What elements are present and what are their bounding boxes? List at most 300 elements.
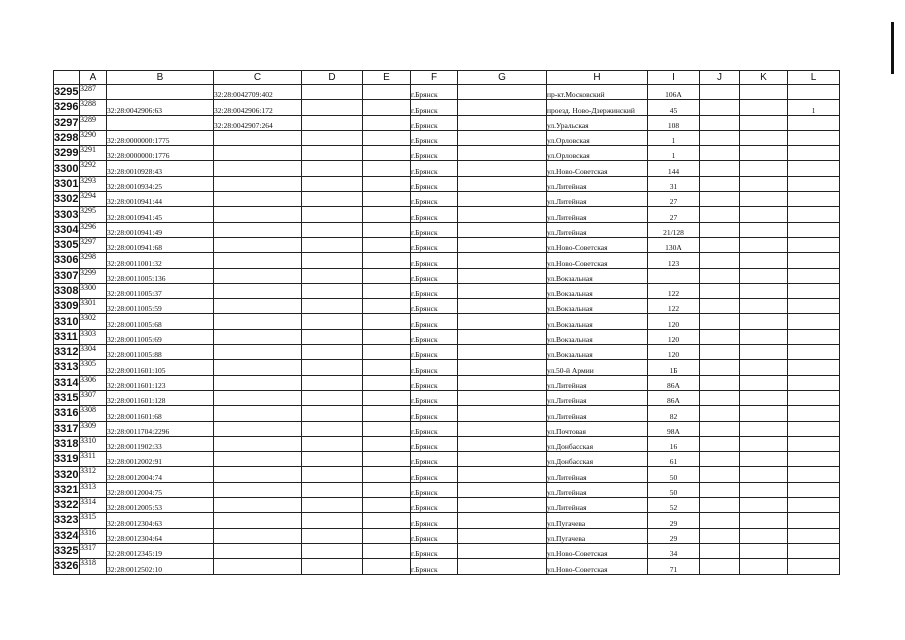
cell-i[interactable]: 27 <box>648 207 700 222</box>
cell-k[interactable] <box>740 100 788 115</box>
cell-j[interactable] <box>700 314 740 329</box>
cell-b[interactable]: 32:28:0010934:25 <box>107 176 214 191</box>
cell-l[interactable] <box>788 85 840 100</box>
cell-g[interactable] <box>458 314 547 329</box>
cell-c[interactable] <box>214 467 302 482</box>
cell-h[interactable]: ул.Литейная <box>547 406 648 421</box>
cell-k[interactable] <box>740 390 788 405</box>
column-header-l[interactable]: L <box>788 71 840 85</box>
cell-k[interactable] <box>740 513 788 528</box>
cell-k[interactable] <box>740 452 788 467</box>
cell-l[interactable] <box>788 345 840 360</box>
cell-e[interactable] <box>363 452 411 467</box>
cell-k[interactable] <box>740 482 788 497</box>
cell-h[interactable]: ул.Почтовая <box>547 421 648 436</box>
cell-i[interactable]: 106А <box>648 85 700 100</box>
cell-l[interactable] <box>788 390 840 405</box>
cell-k[interactable] <box>740 115 788 130</box>
cell-l[interactable] <box>788 299 840 314</box>
cell-c[interactable] <box>214 421 302 436</box>
cell-b[interactable]: 32:28:0012345:19 <box>107 543 214 558</box>
cell-e[interactable] <box>363 268 411 283</box>
cell-c[interactable] <box>214 268 302 283</box>
cell-l[interactable] <box>788 115 840 130</box>
cell-i[interactable]: 98А <box>648 421 700 436</box>
cell-h[interactable]: ул.Ново-Советская <box>547 253 648 268</box>
cell-l[interactable] <box>788 421 840 436</box>
cell-h[interactable]: ул.Литейная <box>547 192 648 207</box>
cell-l[interactable] <box>788 253 840 268</box>
cell-a[interactable]: 3293 <box>80 176 107 191</box>
cell-f[interactable]: г.Брянск <box>411 360 458 375</box>
cell-f[interactable]: г.Брянск <box>411 100 458 115</box>
cell-c[interactable] <box>214 130 302 145</box>
cell-a[interactable]: 3295 <box>80 207 107 222</box>
cell-j[interactable] <box>700 452 740 467</box>
cell-e[interactable] <box>363 146 411 161</box>
cell-h[interactable]: ул.Литейная <box>547 482 648 497</box>
cell-b[interactable]: 32:28:0011601:128 <box>107 390 214 405</box>
cell-d[interactable] <box>302 283 363 298</box>
cell-i[interactable]: 86А <box>648 375 700 390</box>
cell-h[interactable]: ул.Вокзальная <box>547 314 648 329</box>
cell-k[interactable] <box>740 222 788 237</box>
cell-e[interactable] <box>363 85 411 100</box>
cell-e[interactable] <box>363 283 411 298</box>
cell-d[interactable] <box>302 543 363 558</box>
cell-e[interactable] <box>363 345 411 360</box>
cell-k[interactable] <box>740 345 788 360</box>
cell-b[interactable]: 32:28:0012004:74 <box>107 467 214 482</box>
cell-d[interactable] <box>302 436 363 451</box>
cell-d[interactable] <box>302 115 363 130</box>
cell-f[interactable]: г.Брянск <box>411 299 458 314</box>
cell-i[interactable]: 27 <box>648 192 700 207</box>
cell-b[interactable]: 32:28:0010928:43 <box>107 161 214 176</box>
cell-i[interactable]: 122 <box>648 299 700 314</box>
cell-b[interactable]: 32:28:0011005:68 <box>107 314 214 329</box>
cell-j[interactable] <box>700 222 740 237</box>
cell-a[interactable]: 3316 <box>80 528 107 543</box>
cell-g[interactable] <box>458 192 547 207</box>
cell-g[interactable] <box>458 390 547 405</box>
cell-h[interactable]: ул.Орловская <box>547 130 648 145</box>
cell-l[interactable] <box>788 406 840 421</box>
cell-g[interactable] <box>458 253 547 268</box>
cell-g[interactable] <box>458 421 547 436</box>
cell-b[interactable]: 32:28:0000000:1775 <box>107 130 214 145</box>
cell-f[interactable]: г.Брянск <box>411 528 458 543</box>
cell-c[interactable] <box>214 314 302 329</box>
cell-e[interactable] <box>363 482 411 497</box>
cell-a[interactable]: 3301 <box>80 299 107 314</box>
cell-c[interactable] <box>214 207 302 222</box>
cell-a[interactable]: 3294 <box>80 192 107 207</box>
cell-b[interactable]: 32:28:0011005:37 <box>107 283 214 298</box>
cell-b[interactable]: 32:28:0012002:91 <box>107 452 214 467</box>
cell-g[interactable] <box>458 528 547 543</box>
cell-g[interactable] <box>458 452 547 467</box>
cell-d[interactable] <box>302 237 363 252</box>
cell-e[interactable] <box>363 161 411 176</box>
cell-h[interactable]: ул.Литейная <box>547 498 648 513</box>
cell-l[interactable] <box>788 207 840 222</box>
cell-j[interactable] <box>700 482 740 497</box>
column-header-b[interactable]: B <box>107 71 214 85</box>
cell-h[interactable]: ул.Уральская <box>547 115 648 130</box>
cell-c[interactable] <box>214 237 302 252</box>
cell-k[interactable] <box>740 176 788 191</box>
cell-i[interactable]: 50 <box>648 482 700 497</box>
cell-j[interactable] <box>700 130 740 145</box>
cell-j[interactable] <box>700 192 740 207</box>
cell-d[interactable] <box>302 253 363 268</box>
cell-a[interactable]: 3288 <box>80 100 107 115</box>
cell-b[interactable]: 32:28:0012304:63 <box>107 513 214 528</box>
cell-g[interactable] <box>458 268 547 283</box>
cell-h[interactable]: ул.Вокзальная <box>547 283 648 298</box>
cell-g[interactable] <box>458 115 547 130</box>
cell-i[interactable]: 122 <box>648 283 700 298</box>
cell-c[interactable] <box>214 176 302 191</box>
cell-d[interactable] <box>302 100 363 115</box>
cell-c[interactable] <box>214 360 302 375</box>
cell-j[interactable] <box>700 345 740 360</box>
cell-j[interactable] <box>700 237 740 252</box>
column-header-g[interactable]: G <box>458 71 547 85</box>
column-header-c[interactable]: C <box>214 71 302 85</box>
cell-h[interactable]: ул.Ново-Советская <box>547 161 648 176</box>
cell-i[interactable]: 71 <box>648 559 700 574</box>
cell-c[interactable] <box>214 559 302 574</box>
cell-d[interactable] <box>302 314 363 329</box>
cell-g[interactable] <box>458 100 547 115</box>
cell-g[interactable] <box>458 498 547 513</box>
cell-l[interactable] <box>788 283 840 298</box>
cell-e[interactable] <box>363 207 411 222</box>
cell-f[interactable]: г.Брянск <box>411 498 458 513</box>
cell-c[interactable] <box>214 329 302 344</box>
cell-i[interactable]: 130А <box>648 237 700 252</box>
cell-j[interactable] <box>700 115 740 130</box>
cell-f[interactable]: г.Брянск <box>411 192 458 207</box>
cell-i[interactable]: 86А <box>648 390 700 405</box>
cell-a[interactable]: 3312 <box>80 467 107 482</box>
cell-k[interactable] <box>740 85 788 100</box>
cell-h[interactable]: ул.Вокзальная <box>547 329 648 344</box>
cell-d[interactable] <box>302 482 363 497</box>
cell-c[interactable] <box>214 222 302 237</box>
cell-g[interactable] <box>458 345 547 360</box>
cell-h[interactable]: проезд. Ново-Дзержинский <box>547 100 648 115</box>
cell-k[interactable] <box>740 283 788 298</box>
cell-d[interactable] <box>302 406 363 421</box>
cell-j[interactable] <box>700 421 740 436</box>
cell-b[interactable]: 32:28:0011005:88 <box>107 345 214 360</box>
cell-b[interactable]: 32:28:0012304:64 <box>107 528 214 543</box>
cell-i[interactable]: 52 <box>648 498 700 513</box>
cell-l[interactable] <box>788 436 840 451</box>
cell-h[interactable]: ул.Вокзальная <box>547 299 648 314</box>
cell-h[interactable]: ул.Ново-Советская <box>547 237 648 252</box>
cell-a[interactable]: 3296 <box>80 222 107 237</box>
cell-f[interactable]: г.Брянск <box>411 161 458 176</box>
cell-j[interactable] <box>700 283 740 298</box>
cell-h[interactable]: ул.Донбасская <box>547 436 648 451</box>
cell-d[interactable] <box>302 207 363 222</box>
cell-b[interactable]: 32:28:0042906:63 <box>107 100 214 115</box>
column-header-k[interactable]: K <box>740 71 788 85</box>
cell-k[interactable] <box>740 207 788 222</box>
cell-g[interactable] <box>458 130 547 145</box>
column-header-h[interactable]: H <box>547 71 648 85</box>
cell-c[interactable] <box>214 513 302 528</box>
cell-d[interactable] <box>302 299 363 314</box>
cell-b[interactable]: 32:28:0011005:59 <box>107 299 214 314</box>
cell-g[interactable] <box>458 467 547 482</box>
cell-e[interactable] <box>363 192 411 207</box>
cell-a[interactable]: 3314 <box>80 498 107 513</box>
cell-d[interactable] <box>302 146 363 161</box>
cell-k[interactable] <box>740 467 788 482</box>
cell-b[interactable]: 32:28:0012502:10 <box>107 559 214 574</box>
cell-g[interactable] <box>458 146 547 161</box>
cell-g[interactable] <box>458 176 547 191</box>
cell-h[interactable]: ул.Вокзальная <box>547 268 648 283</box>
cell-h[interactable]: ул.Литейная <box>547 176 648 191</box>
cell-e[interactable] <box>363 559 411 574</box>
cell-g[interactable] <box>458 513 547 528</box>
cell-j[interactable] <box>700 390 740 405</box>
cell-b[interactable] <box>107 115 214 130</box>
cell-a[interactable]: 3298 <box>80 253 107 268</box>
cell-a[interactable]: 3305 <box>80 360 107 375</box>
cell-g[interactable] <box>458 283 547 298</box>
cell-h[interactable]: ул.50-й Армии <box>547 360 648 375</box>
cell-k[interactable] <box>740 329 788 344</box>
cell-l[interactable] <box>788 543 840 558</box>
cell-d[interactable] <box>302 467 363 482</box>
cell-c[interactable] <box>214 528 302 543</box>
cell-f[interactable]: г.Брянск <box>411 207 458 222</box>
cell-e[interactable] <box>363 253 411 268</box>
cell-c[interactable]: 32:28:0042907:264 <box>214 115 302 130</box>
cell-f[interactable]: г.Брянск <box>411 85 458 100</box>
cell-i[interactable]: 120 <box>648 314 700 329</box>
cell-c[interactable] <box>214 253 302 268</box>
cell-g[interactable] <box>458 406 547 421</box>
cell-e[interactable] <box>363 237 411 252</box>
cell-i[interactable]: 31 <box>648 176 700 191</box>
cell-e[interactable] <box>363 176 411 191</box>
cell-e[interactable] <box>363 467 411 482</box>
cell-f[interactable]: г.Брянск <box>411 283 458 298</box>
cell-d[interactable] <box>302 192 363 207</box>
cell-h[interactable]: ул.Литейная <box>547 390 648 405</box>
cell-c[interactable] <box>214 375 302 390</box>
cell-j[interactable] <box>700 299 740 314</box>
cell-c[interactable] <box>214 192 302 207</box>
column-header-i[interactable]: I <box>648 71 700 85</box>
cell-e[interactable] <box>363 528 411 543</box>
cell-c[interactable]: 32:28:0042906:172 <box>214 100 302 115</box>
cell-d[interactable] <box>302 85 363 100</box>
cell-l[interactable] <box>788 329 840 344</box>
cell-d[interactable] <box>302 222 363 237</box>
cell-f[interactable]: г.Брянск <box>411 345 458 360</box>
cell-j[interactable] <box>700 161 740 176</box>
cell-g[interactable] <box>458 329 547 344</box>
cell-i[interactable]: 1Б <box>648 360 700 375</box>
cell-c[interactable] <box>214 482 302 497</box>
cell-k[interactable] <box>740 237 788 252</box>
cell-d[interactable] <box>302 498 363 513</box>
cell-f[interactable]: г.Брянск <box>411 146 458 161</box>
cell-i[interactable]: 1 <box>648 146 700 161</box>
cell-h[interactable]: ул.Пугачева <box>547 513 648 528</box>
cell-c[interactable] <box>214 146 302 161</box>
cell-e[interactable] <box>363 100 411 115</box>
cell-e[interactable] <box>363 436 411 451</box>
cell-h[interactable]: ул.Литейная <box>547 207 648 222</box>
cell-g[interactable] <box>458 207 547 222</box>
cell-f[interactable]: г.Брянск <box>411 130 458 145</box>
cell-f[interactable]: г.Брянск <box>411 559 458 574</box>
column-header-e[interactable]: E <box>363 71 411 85</box>
cell-f[interactable]: г.Брянск <box>411 222 458 237</box>
cell-b[interactable]: 32:28:0011005:69 <box>107 329 214 344</box>
cell-k[interactable] <box>740 299 788 314</box>
cell-b[interactable] <box>107 85 214 100</box>
cell-k[interactable] <box>740 406 788 421</box>
cell-c[interactable] <box>214 436 302 451</box>
cell-f[interactable]: г.Брянск <box>411 268 458 283</box>
cell-f[interactable]: г.Брянск <box>411 436 458 451</box>
cell-j[interactable] <box>700 543 740 558</box>
cell-g[interactable] <box>458 161 547 176</box>
cell-i[interactable]: 123 <box>648 253 700 268</box>
cell-a[interactable]: 3317 <box>80 543 107 558</box>
cell-a[interactable]: 3289 <box>80 115 107 130</box>
cell-k[interactable] <box>740 543 788 558</box>
cell-g[interactable] <box>458 375 547 390</box>
cell-d[interactable] <box>302 390 363 405</box>
cell-a[interactable]: 3300 <box>80 283 107 298</box>
cell-c[interactable] <box>214 498 302 513</box>
cell-l[interactable] <box>788 176 840 191</box>
cell-a[interactable]: 3311 <box>80 452 107 467</box>
cell-k[interactable] <box>740 146 788 161</box>
cell-d[interactable] <box>302 268 363 283</box>
cell-e[interactable] <box>363 360 411 375</box>
cell-j[interactable] <box>700 513 740 528</box>
cell-k[interactable] <box>740 192 788 207</box>
cell-f[interactable]: г.Брянск <box>411 543 458 558</box>
cell-a[interactable]: 3291 <box>80 146 107 161</box>
cell-g[interactable] <box>458 85 547 100</box>
cell-a[interactable]: 3290 <box>80 130 107 145</box>
cell-d[interactable] <box>302 559 363 574</box>
cell-j[interactable] <box>700 100 740 115</box>
cell-f[interactable]: г.Брянск <box>411 115 458 130</box>
cell-a[interactable]: 3287 <box>80 85 107 100</box>
cell-j[interactable] <box>700 406 740 421</box>
cell-d[interactable] <box>302 360 363 375</box>
cell-l[interactable] <box>788 482 840 497</box>
cell-b[interactable]: 32:28:0011601:105 <box>107 360 214 375</box>
cell-k[interactable] <box>740 161 788 176</box>
cell-l[interactable] <box>788 237 840 252</box>
cell-j[interactable] <box>700 268 740 283</box>
cell-b[interactable]: 32:28:0011601:68 <box>107 406 214 421</box>
cell-c[interactable] <box>214 161 302 176</box>
cell-f[interactable]: г.Брянск <box>411 314 458 329</box>
cell-h[interactable]: ул.Литейная <box>547 222 648 237</box>
cell-h[interactable]: пр-кт.Московский <box>547 85 648 100</box>
cell-l[interactable] <box>788 559 840 574</box>
cell-k[interactable] <box>740 375 788 390</box>
cell-f[interactable]: г.Брянск <box>411 375 458 390</box>
cell-l[interactable] <box>788 268 840 283</box>
cell-g[interactable] <box>458 222 547 237</box>
cell-k[interactable] <box>740 130 788 145</box>
cell-a[interactable]: 3302 <box>80 314 107 329</box>
cell-a[interactable]: 3306 <box>80 375 107 390</box>
cell-f[interactable]: г.Брянск <box>411 329 458 344</box>
cell-d[interactable] <box>302 528 363 543</box>
cell-h[interactable]: ул.Донбасская <box>547 452 648 467</box>
cell-i[interactable]: 45 <box>648 100 700 115</box>
cell-e[interactable] <box>363 498 411 513</box>
cell-g[interactable] <box>458 436 547 451</box>
cell-k[interactable] <box>740 314 788 329</box>
cell-b[interactable]: 32:28:0011902:33 <box>107 436 214 451</box>
cell-b[interactable]: 32:28:0011601:123 <box>107 375 214 390</box>
cell-d[interactable] <box>302 130 363 145</box>
cell-e[interactable] <box>363 329 411 344</box>
cell-a[interactable]: 3304 <box>80 345 107 360</box>
cell-a[interactable]: 3313 <box>80 482 107 497</box>
cell-i[interactable]: 29 <box>648 513 700 528</box>
cell-f[interactable]: г.Брянск <box>411 253 458 268</box>
cell-l[interactable] <box>788 528 840 543</box>
cell-i[interactable]: 144 <box>648 161 700 176</box>
cell-i[interactable]: 82 <box>648 406 700 421</box>
cell-i[interactable]: 29 <box>648 528 700 543</box>
cell-d[interactable] <box>302 375 363 390</box>
cell-l[interactable] <box>788 513 840 528</box>
cell-i[interactable]: 120 <box>648 345 700 360</box>
cell-e[interactable] <box>363 115 411 130</box>
cell-a[interactable]: 3297 <box>80 237 107 252</box>
cell-h[interactable]: ул.Вокзальная <box>547 345 648 360</box>
cell-g[interactable] <box>458 482 547 497</box>
cell-d[interactable] <box>302 421 363 436</box>
cell-j[interactable] <box>700 436 740 451</box>
cell-j[interactable] <box>700 146 740 161</box>
cell-e[interactable] <box>363 299 411 314</box>
cell-a[interactable]: 3303 <box>80 329 107 344</box>
cell-j[interactable] <box>700 467 740 482</box>
cell-f[interactable]: г.Брянск <box>411 421 458 436</box>
cell-d[interactable] <box>302 329 363 344</box>
cell-h[interactable]: ул.Ново-Советская <box>547 543 648 558</box>
cell-l[interactable] <box>788 314 840 329</box>
cell-b[interactable]: 32:28:0012004:75 <box>107 482 214 497</box>
cell-j[interactable] <box>700 329 740 344</box>
cell-d[interactable] <box>302 513 363 528</box>
cell-a[interactable]: 3299 <box>80 268 107 283</box>
